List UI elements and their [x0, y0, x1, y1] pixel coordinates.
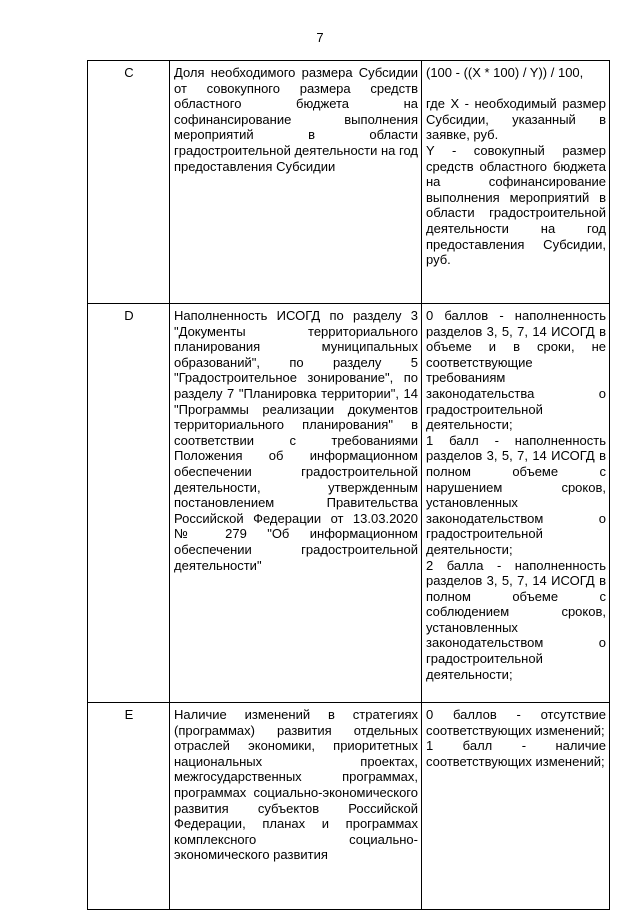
spacer — [426, 81, 606, 97]
criterion-calculation — [422, 304, 610, 703]
score-option: 1 балл - наличие соответствующих изменений; — [426, 738, 606, 769]
formula-text: (100 - ((X * 100) / Y)) / 100, — [426, 65, 584, 80]
formula-variable-y: Y - совокупный размер средств областного бюджета на софинансирование выполнения мероприятий в области градостроительной деятельности на год предоставления Субсидии, руб. — [426, 142, 606, 268]
criterion-code: D — [88, 304, 170, 703]
table-row — [88, 304, 610, 703]
score-option: 0 баллов - наполненность разделов 3, 5, 7, 14 ИСОГД в объеме и в сроки, не соответствующие требованиям законодательства о градостроительной деятельности; — [426, 308, 606, 433]
score-option: 0 баллов - отсутствие соответствующих изменений; — [426, 707, 606, 738]
criterion-calculation — [422, 703, 610, 910]
criterion-code: E — [88, 703, 170, 910]
score-option: 2 балла - наполненность разделов 3, 5, 7, 14 ИСОГД в полном объеме с соблюдением сроков, установленных законодательством о градостроительной деятельности; — [426, 557, 606, 682]
criterion-description: Доля необходимого размера Субсидии от совокупного размера средств областного бюджета на софинансирование выполнения мероприятий в области градостроительной деятельности на год предоставления Субсидии — [170, 61, 422, 304]
criterion-calculation — [422, 61, 610, 304]
page-number: 7 — [316, 30, 324, 45]
score-option: 1 балл - наполненность разделов 3, 5, 7, 14 ИСОГД в полном объеме с нарушением сроков, установленных законодательством о градостроительной деятельности; — [426, 432, 606, 557]
table-row — [88, 703, 610, 910]
criteria-table — [87, 60, 610, 910]
criterion-description: Наполненность ИСОГД по разделу 3 "Документы территориального планирования муниципальных образований", по разделу 5 "Градостроительное зонирование", по разделу 7 "Планировка территории", 14 "Программы реализации документов территориального планирования" в соответствии с требованиями Положения об информационном обеспечении градостроительной деятельности, утвержденным постановлением Правительства Российской Федерации от 13.03.2020 № 279 "Об информационном обеспечении градостроительной деятельности" — [170, 304, 422, 703]
criterion-code: C — [88, 61, 170, 304]
table-row — [88, 61, 610, 304]
criterion-description: Наличие изменений в стратегиях (программах) развития отдельных отраслей экономики, приоритетных национальных проектах, межгосударственных программах, программах социально-экономического развития субъектов Российской Федерации, планах и программах комплексного социально-экономического развития — [170, 703, 422, 910]
formula-variable-x: где X - необходимый размер Субсидии, указанный в заявке, руб. — [426, 96, 606, 143]
